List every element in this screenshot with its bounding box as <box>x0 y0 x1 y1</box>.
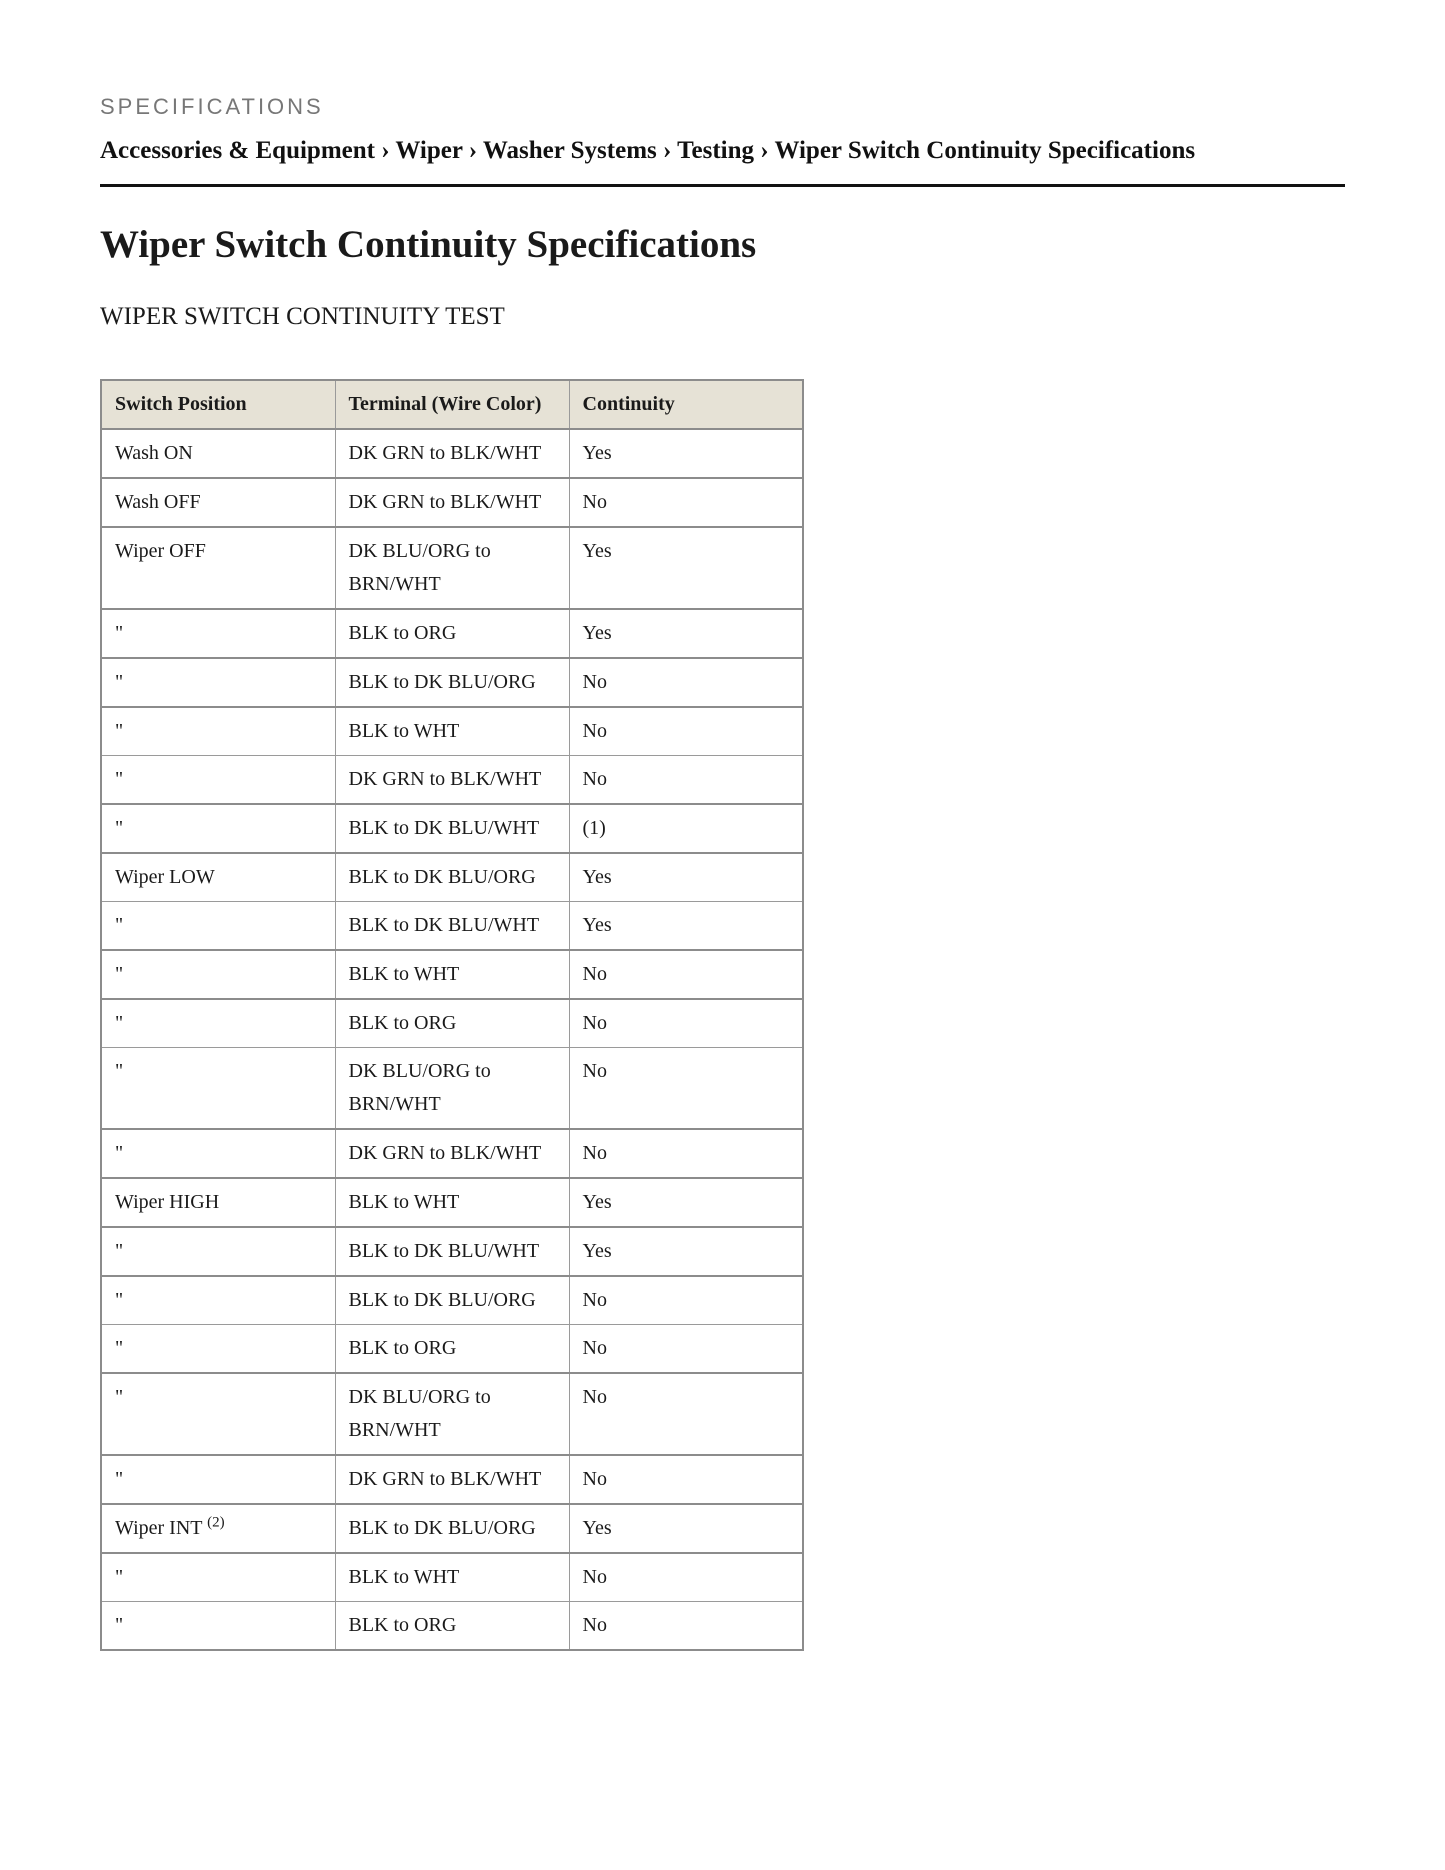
table-row <box>101 707 803 756</box>
switch-position-text: " <box>115 671 124 693</box>
cell-switch-position <box>101 1504 335 1553</box>
breadcrumb <box>100 136 1345 166</box>
cell-terminal: DK GRN to BLK/WHT <box>335 429 569 478</box>
continuity-table <box>100 379 804 1651</box>
cell-continuity: Yes <box>569 1504 803 1553</box>
column-header-terminal: Terminal (Wire Color) <box>335 380 569 429</box>
cell-switch-position <box>101 950 335 999</box>
switch-position-text: " <box>115 914 124 936</box>
cell-terminal: DK BLU/ORG to BRN/WHT <box>335 527 569 609</box>
breadcrumb-item[interactable]: Washer Systems <box>482 137 657 164</box>
cell-terminal: BLK to DK BLU/WHT <box>335 902 569 951</box>
table-row <box>101 756 803 805</box>
footnote-marker: (2) <box>207 1514 225 1531</box>
table-row <box>101 658 803 707</box>
page <box>100 94 1345 1651</box>
cell-switch-position <box>101 1048 335 1130</box>
cell-continuity: No <box>569 1129 803 1178</box>
cell-terminal: BLK to DK BLU/ORG <box>335 1276 569 1325</box>
cell-switch-position <box>101 609 335 658</box>
cell-terminal: DK BLU/ORG to BRN/WHT <box>335 1048 569 1130</box>
cell-switch-position <box>101 707 335 756</box>
table-row <box>101 950 803 999</box>
cell-switch-position <box>101 527 335 609</box>
cell-switch-position <box>101 1129 335 1178</box>
switch-position-text: " <box>115 963 124 985</box>
cell-continuity: No <box>569 756 803 805</box>
cell-terminal: DK GRN to BLK/WHT <box>335 756 569 805</box>
table-row <box>101 1048 803 1130</box>
cell-switch-position <box>101 1602 335 1651</box>
cell-terminal: BLK to DK BLU/ORG <box>335 1504 569 1553</box>
cell-switch-position <box>101 804 335 853</box>
cell-continuity: No <box>569 1325 803 1374</box>
table-row <box>101 1602 803 1651</box>
cell-terminal: BLK to WHT <box>335 1178 569 1227</box>
breadcrumb-separator: › <box>760 137 769 164</box>
table-row <box>101 1325 803 1374</box>
cell-switch-position <box>101 658 335 707</box>
switch-position-text: Wash OFF <box>115 491 201 513</box>
table-row <box>101 1455 803 1504</box>
switch-position-text: " <box>115 1566 124 1588</box>
breadcrumb-separator: › <box>381 137 390 164</box>
table-row <box>101 429 803 478</box>
cell-continuity: No <box>569 658 803 707</box>
cell-switch-position <box>101 1455 335 1504</box>
switch-position-text: " <box>115 1468 124 1490</box>
table-body <box>101 429 803 1650</box>
cell-switch-position <box>101 1325 335 1374</box>
table-row <box>101 853 803 902</box>
cell-terminal: BLK to ORG <box>335 609 569 658</box>
table-row <box>101 609 803 658</box>
table-row <box>101 999 803 1048</box>
cell-continuity: Yes <box>569 1227 803 1276</box>
cell-switch-position <box>101 478 335 527</box>
breadcrumb-separator: › <box>468 137 478 164</box>
breadcrumb-current: Wiper Switch Continuity Specifications <box>774 137 1196 164</box>
column-header-switch-position: Switch Position <box>101 380 335 429</box>
cell-terminal: BLK to WHT <box>335 707 569 756</box>
cell-continuity: No <box>569 1553 803 1602</box>
table-row <box>101 1178 803 1227</box>
table-row <box>101 804 803 853</box>
switch-position-text: " <box>115 1060 124 1082</box>
table-caption: WIPER SWITCH CONTINUITY TEST <box>100 303 505 330</box>
table-row <box>101 1504 803 1553</box>
cell-continuity: No <box>569 1455 803 1504</box>
cell-switch-position <box>101 902 335 951</box>
cell-switch-position <box>101 429 335 478</box>
table-row <box>101 1553 803 1602</box>
cell-continuity: No <box>569 707 803 756</box>
cell-switch-position <box>101 1553 335 1602</box>
cell-switch-position <box>101 756 335 805</box>
cell-continuity: No <box>569 1602 803 1651</box>
switch-position-text: " <box>115 817 124 839</box>
cell-terminal: BLK to DK BLU/ORG <box>335 658 569 707</box>
cell-switch-position <box>101 1178 335 1227</box>
cell-continuity: Yes <box>569 853 803 902</box>
cell-terminal: BLK to ORG <box>335 1602 569 1651</box>
cell-terminal: DK GRN to BLK/WHT <box>335 1455 569 1504</box>
cell-terminal: DK GRN to BLK/WHT <box>335 1129 569 1178</box>
table-row <box>101 1227 803 1276</box>
switch-position-text: " <box>115 1240 124 1262</box>
switch-position-text: " <box>115 1337 124 1359</box>
cell-continuity: No <box>569 1276 803 1325</box>
table-row <box>101 902 803 951</box>
cell-continuity: Yes <box>569 1178 803 1227</box>
cell-terminal: BLK to WHT <box>335 1553 569 1602</box>
cell-switch-position <box>101 1276 335 1325</box>
table-row <box>101 478 803 527</box>
cell-continuity: Yes <box>569 609 803 658</box>
table-row <box>101 527 803 609</box>
breadcrumb-separator: › <box>663 137 672 164</box>
cell-switch-position <box>101 1227 335 1276</box>
table-row <box>101 1129 803 1178</box>
switch-position-text: " <box>115 1142 124 1164</box>
cell-continuity: No <box>569 478 803 527</box>
cell-terminal: BLK to DK BLU/ORG <box>335 853 569 902</box>
cell-terminal: BLK to WHT <box>335 950 569 999</box>
cell-continuity: No <box>569 1373 803 1455</box>
cell-terminal: BLK to DK BLU/WHT <box>335 804 569 853</box>
switch-position-text: Wiper HIGH <box>115 1191 220 1213</box>
switch-position-text: " <box>115 1386 124 1408</box>
breadcrumb-item[interactable]: Accessories & Equipment <box>100 137 375 164</box>
switch-position-text: " <box>115 768 124 790</box>
table-row <box>101 1373 803 1455</box>
table-header-row <box>101 380 803 429</box>
cell-continuity: No <box>569 950 803 999</box>
cell-terminal: DK GRN to BLK/WHT <box>335 478 569 527</box>
section-label: SPECIFICATIONS <box>100 94 324 119</box>
switch-position-text: " <box>115 1289 124 1311</box>
table-row <box>101 1276 803 1325</box>
switch-position-text: " <box>115 720 124 742</box>
switch-position-text: Wiper LOW <box>115 866 215 888</box>
breadcrumb-item[interactable]: Wiper <box>395 137 463 164</box>
cell-terminal: BLK to ORG <box>335 1325 569 1374</box>
cell-terminal: DK BLU/ORG to BRN/WHT <box>335 1373 569 1455</box>
column-header-continuity: Continuity <box>569 380 803 429</box>
cell-switch-position <box>101 1373 335 1455</box>
breadcrumb-item[interactable]: Testing <box>677 137 755 164</box>
switch-position-text: Wash ON <box>115 442 193 464</box>
switch-position-text: Wiper INT <box>115 1517 203 1539</box>
switch-position-text: " <box>115 1614 124 1636</box>
header-divider <box>100 184 1345 187</box>
cell-continuity: No <box>569 1048 803 1130</box>
cell-continuity: Yes <box>569 429 803 478</box>
cell-continuity: Yes <box>569 902 803 951</box>
switch-position-text: Wiper OFF <box>115 540 206 562</box>
cell-continuity: Yes <box>569 527 803 609</box>
cell-continuity: No <box>569 999 803 1048</box>
switch-position-text: " <box>115 622 124 644</box>
cell-switch-position <box>101 999 335 1048</box>
cell-terminal: BLK to ORG <box>335 999 569 1048</box>
page-title: Wiper Switch Continuity Specifications <box>100 223 757 266</box>
switch-position-text: " <box>115 1012 124 1034</box>
cell-terminal: BLK to DK BLU/WHT <box>335 1227 569 1276</box>
cell-continuity: (1) <box>569 804 803 853</box>
cell-switch-position <box>101 853 335 902</box>
